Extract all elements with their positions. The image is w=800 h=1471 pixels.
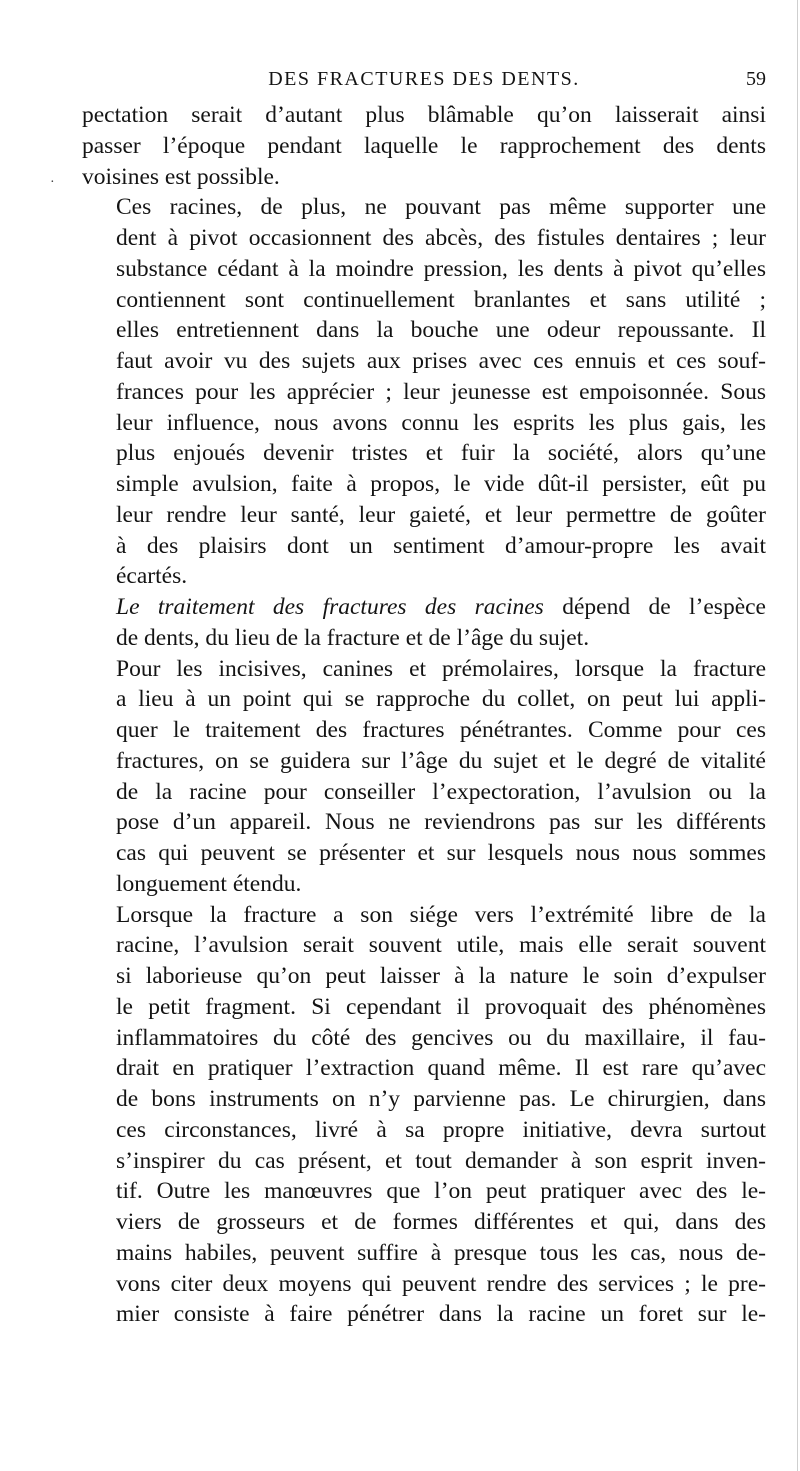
text-line: a lieu à un point qui se rapproche du collet, on peut lui appli-: [116, 686, 766, 713]
text-line: Lorsque la fracture a son siége vers l’extrémité libre de la: [116, 901, 766, 928]
text-line: viers de grosseurs et de formes différentes et qui, dans des: [116, 1209, 766, 1235]
italic-lead: Le traitement des fractures des racines: [116, 594, 544, 620]
text-line: le petit fragment. Si cependant il provoquait des phénomènes: [116, 993, 766, 1020]
text-line: ces circonstances, livré à sa propre initiative, devra surtout: [116, 1116, 766, 1143]
text-line: leur rendre leur santé, leur gaieté, et leur permettre de goûter: [116, 501, 766, 528]
text-line: elles entretiennent dans la bouche une odeur repoussante. Il: [116, 317, 766, 344]
text-line: passer l’époque pendant laquelle le rapprochement des dents: [82, 132, 766, 159]
paragraph: [82, 192, 766, 592]
text-line: cas qui peuvent se présenter et sur lesquels nous nous sommes: [116, 840, 766, 866]
text-line: substance cédant à la moindre pression, les dents à pivot qu’elles: [116, 255, 766, 282]
text-line: s’inspirer du cas présent, et tout demander à son esprit inven-: [116, 1147, 766, 1174]
text-line: faut avoir vu des sujets aux prises avec ces ennuis et ces souf-: [116, 348, 766, 374]
page-header: [82, 64, 766, 98]
paragraph: [82, 592, 766, 654]
text-line: mains habiles, peuvent suffire à presque tous les cas, nous de-: [116, 1239, 766, 1266]
paragraph: [82, 654, 766, 900]
text-line: Ces racines, de plus, ne pouvant pas même supporter une: [116, 194, 766, 221]
text-line: dent à pivot occasionnent des abcès, des fistules dentaires ; leur: [116, 225, 766, 251]
text-line: quer le traitement des fractures pénétrantes. Comme pour ces: [116, 717, 766, 743]
text-line: à des plaisirs dont un sentiment d’amour-propre les avait: [116, 532, 766, 559]
text-line: [82, 592, 766, 623]
text-fragment: dépend de l’espèce: [543, 594, 766, 620]
text-line: vons citer deux moyens qui peuvent rendre des services ; le pre-: [116, 1270, 766, 1297]
text-line: pose d’un appareil. Nous ne reviendrons pas sur les différents: [116, 809, 766, 836]
paragraph: [82, 100, 766, 192]
text-line: longuement étendu.: [116, 870, 302, 897]
body-text: [82, 100, 766, 1330]
text-line: frances pour les apprécier ; leur jeunesse est empoisonnée. Sous: [116, 378, 766, 405]
text-line: racine, l’avulsion serait souvent utile, mais elle serait souvent: [116, 932, 766, 959]
paragraph: [82, 900, 766, 1331]
text-line: si laborieuse qu’on peut laisser à la nature le soin d’expulser: [116, 963, 766, 989]
text-line: fractures, on se guidera sur l’âge du sujet et le degré de vitalité: [116, 747, 766, 774]
text-line: leur influence, nous avons connu les esprits les plus gais, les: [116, 409, 766, 436]
text-line: de dents, du lieu de la fracture et de l’âge du sujet.: [116, 624, 590, 651]
text-line: voisines est possible.: [82, 163, 280, 190]
text-line: de bons instruments on n’y parvienne pas. Le chirurgien, dans: [116, 1086, 766, 1112]
text-line: drait en pratiquer l’extraction quand même. Il est rare qu’avec: [116, 1055, 766, 1082]
margin-dot: ·: [50, 175, 55, 190]
text-line: inflammatoires du côté des gencives ou du maxillaire, il fau-: [116, 1024, 766, 1051]
text-line: mier consiste à faire pénétrer dans la racine un foret sur le-: [116, 1301, 766, 1328]
page-edge: [797, 0, 798, 1471]
text-line: écartés.: [116, 563, 188, 590]
text-line: tif. Outre les manœuvres que l’on peut pratiquer avec des le-: [116, 1178, 766, 1205]
text-line: de la racine pour conseiller l’expectoration, l’avulsion ou la: [116, 778, 766, 805]
text-line: pectation serait d’autant plus blâmable qu’on laisserait ainsi: [82, 102, 766, 128]
text-line: contiennent sont continuellement branlantes et sans utilité ;: [116, 286, 766, 313]
running-title: DES FRACTURES DES DENTS.: [268, 68, 580, 90]
text-line: Pour les incisives, canines et prémolaires, lorsque la fracture: [116, 655, 766, 682]
text-line: simple avulsion, faite à propos, le vide dût-il persister, eût pu: [116, 471, 766, 497]
text-line: plus enjoués devenir tristes et fuir la société, alors qu’une: [116, 440, 766, 467]
page-number: 59: [746, 68, 766, 90]
